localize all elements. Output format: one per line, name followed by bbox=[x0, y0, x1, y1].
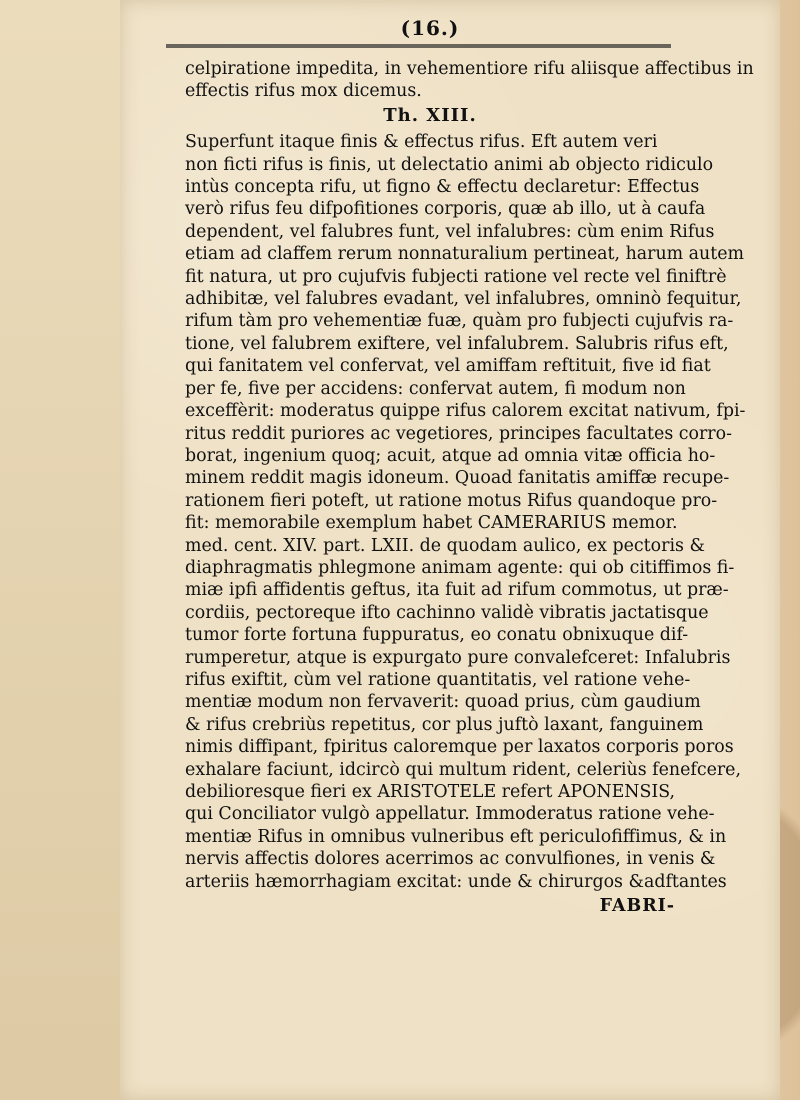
text-line: & rifus crebriùs repetitus, cor plus juftò laxant, fanguinem bbox=[185, 714, 704, 735]
text-line: mentiæ Rifus in omnibus vulneribus eft periculofiffimus, & in bbox=[185, 826, 727, 847]
text-line: etiam ad claffem rerum nonnaturalium pertineat, harum autem bbox=[185, 244, 745, 265]
section-title: Th. XIII. bbox=[383, 104, 477, 126]
text-line: exceffèrit: moderatus quippe rifus calorem excitat nativum, fpi- bbox=[185, 401, 746, 422]
text-line: mentiæ modum non fervaverit: quoad prius, cùm gaudium bbox=[185, 692, 701, 713]
text-line: exhalare faciunt, idcircò qui multum rident, celeriùs fenefcere, bbox=[185, 759, 741, 780]
main-text-block bbox=[185, 58, 754, 917]
text-line: intùs concepta rifu, ut figno & effectu declaretur: Effectus bbox=[185, 177, 700, 198]
text-line: minem reddit magis idoneum. Quoad fanitatis amiffæ recupe- bbox=[185, 468, 730, 489]
text-line: verò rifus feu difpofitiones corporis, quæ ab illo, ut à caufa bbox=[185, 199, 706, 220]
text-line: nervis affectis dolores acerrimos ac convulfiones, in venis & bbox=[185, 849, 716, 870]
catchword: FABRI- bbox=[599, 896, 675, 917]
text-line: nimis diffipant, fpiritus caloremque per laxatos corporis poros bbox=[185, 737, 734, 758]
text-line: cordiis, pectoreque ifto cachinno validè vibratis jactatisque bbox=[185, 602, 709, 623]
text-line: qui Conciliator vulgò appellatur. Immoderatus ratione vehe- bbox=[185, 804, 715, 825]
text-line: rifus exiftit, cùm vel ratione quantitatis, vel ratione vehe- bbox=[185, 669, 691, 690]
page-header: (16.) bbox=[400, 16, 460, 40]
text-line: Superfunt itaque finis & effectus rifus. Eft autem veri bbox=[185, 132, 658, 153]
text-line: rationem fieri poteft, ut ratione motus Rifus quandoque pro- bbox=[185, 490, 718, 511]
text-line: med. cent. XIV. part. LXII. de quodam aulico, ex pectoris & bbox=[185, 535, 705, 556]
left-page-margin bbox=[0, 0, 120, 1100]
text-line: qui fanitatem vel confervat, vel amiffam reftituit, five id fiat bbox=[185, 356, 711, 377]
text-line: celpiratione impedita, in vehementiore rifu aliisque affectibus in bbox=[185, 59, 754, 79]
text-line: arteriis hæmorrhagiam excitat: unde & chirurgos &adftantes bbox=[185, 871, 727, 892]
header-rule bbox=[166, 44, 671, 48]
text-line: ritus reddit puriores ac vegetiores, principes facultates corro- bbox=[185, 423, 732, 444]
text-line: adhibitæ, vel falubres evadant, vel infalubres, omninò fequitur, bbox=[185, 289, 742, 310]
text-line: rumperetur, atque is expurgato pure convalefceret: Infalubris bbox=[185, 647, 731, 668]
text-line: dependent, vel falubres funt, vel infalubres: cùm enim Rifus bbox=[185, 221, 715, 242]
text-line: tione, vel falubrem exiftere, vel infalubrem. Salubris rifus eft, bbox=[185, 333, 729, 354]
text-line: tumor forte fortuna fuppuratus, eo conatu obnixuque dif- bbox=[185, 625, 689, 646]
text-line: diaphragmatis phlegmone animam agente: qui ob citiffimos fi- bbox=[185, 557, 735, 578]
text-line: debilioresque fieri ex ARISTOTELE refert APONENSIS, bbox=[185, 782, 676, 802]
text-line: fit: memorabile exemplum habet CAMERARIUS memor. bbox=[185, 513, 678, 534]
text-line: rifum tàm pro vehementiæ fuæ, quàm pro fubjecti cujufvis ra- bbox=[185, 311, 734, 332]
text-line: fit natura, ut pro cujufvis fubjecti ratione vel recte vel finiftrè bbox=[185, 266, 727, 287]
text-line: non ficti rifus is finis, ut delectatio animi ab objecto ridiculo bbox=[185, 154, 714, 175]
text-line: borat, ingenium quoq; acuit, atque ad omnia vitæ officia ho- bbox=[185, 445, 716, 466]
text-line: per fe, five per accidens: confervat autem, fi modum non bbox=[185, 378, 686, 399]
text-line: effectis rifus mox dicemus. bbox=[185, 81, 422, 102]
text-line: miæ ipfi affidentis geftus, ita fuit ad rifum commotus, ut præ- bbox=[185, 580, 729, 601]
